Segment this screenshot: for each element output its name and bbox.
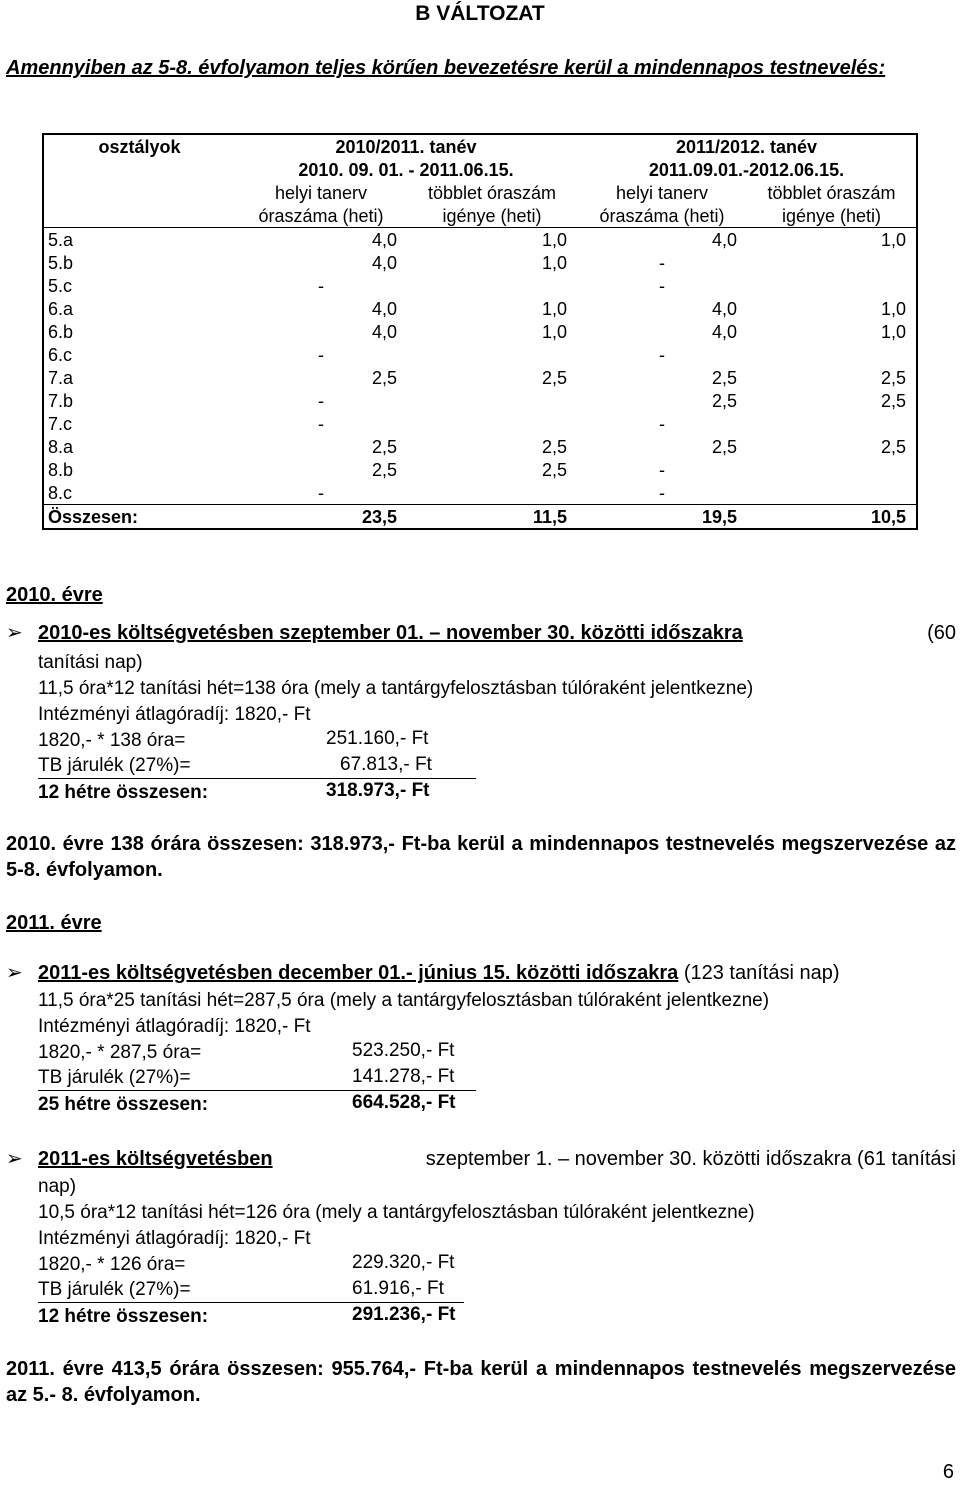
hours-cell: 2,5 — [747, 435, 917, 458]
bullet-2010-bold: 2010-es költségvetésben szeptember 01. – november 30. közötti időszakra — [38, 622, 743, 644]
hours-cell — [407, 343, 577, 366]
hours-cell: - — [659, 482, 665, 503]
bullet-2011a-rest: (123 tanítási nap) — [683, 962, 840, 984]
calc-2011b-value3: 291.236,- Ft — [352, 1304, 456, 1325]
header-classes: osztályok — [43, 134, 235, 158]
section-2010-bullet — [38, 622, 956, 645]
hours-table — [42, 133, 918, 530]
calc-2011b-label1: 1820,- * 126 óra= — [38, 1254, 186, 1275]
calc-2011a-label2: TB járulék (27%)= — [38, 1066, 476, 1091]
hours-cell: 1,0 — [541, 252, 567, 273]
header-col2b: igénye (heti) — [442, 205, 542, 226]
hours-cell: - — [318, 275, 324, 296]
line-2011a-rate: Intézményi átlagóradíj: 1820,- Ft — [38, 1016, 311, 1037]
table-row — [43, 228, 917, 252]
class-label: 7.b — [43, 389, 235, 412]
hours-cell: 1,0 — [407, 228, 577, 252]
hours-cell: - — [318, 390, 324, 411]
line-2011b-hours: 10,5 óra*12 tanítási hét=126 óra (mely a tantárgyfelosztásban túlóraként jelentkezne) — [38, 1202, 755, 1223]
total-c3: 19,5 — [577, 505, 747, 530]
bullet-2011b-rest: szeptember 1. – november 30. közötti időszakra (61 tanítási — [425, 1148, 956, 1170]
class-label: 6.a — [43, 297, 235, 320]
table-row — [43, 389, 917, 412]
line-2010-rate: Intézményi átlagóradíj: 1820,- Ft — [38, 704, 311, 725]
class-label: 8.b — [43, 458, 235, 481]
bullet-icon: ➢ — [6, 1148, 23, 1170]
class-label: 5.c — [43, 274, 235, 297]
calc-2010-label3: 12 hétre összesen: — [38, 782, 209, 803]
class-label: 7.c — [43, 412, 235, 435]
hours-cell: - — [659, 413, 665, 434]
hours-cell: - — [659, 252, 665, 273]
hours-cell: 2,5 — [371, 459, 397, 480]
hours-cell: 2,5 — [541, 367, 567, 388]
calc-2011b-value2: 61.916,- Ft — [352, 1278, 444, 1299]
hours-cell: 2,5 — [371, 367, 397, 388]
table-row — [43, 412, 917, 435]
hours-cell — [407, 389, 577, 412]
calc-2010-value1: 251.160,- Ft — [326, 728, 429, 749]
hours-cell: 4,0 — [235, 228, 407, 252]
hours-cell — [407, 412, 577, 435]
calc-2011b-label3: 12 hétre összesen: — [38, 1306, 209, 1327]
hours-cell: 1,0 — [747, 297, 917, 320]
hours-cell — [747, 458, 917, 481]
hours-cell: - — [318, 413, 324, 434]
header-col4a: többlet óraszám — [747, 181, 917, 204]
total-c1: 23,5 — [235, 505, 407, 530]
hours-cell: 1,0 — [541, 321, 567, 342]
table-row — [43, 274, 917, 297]
calc-2011a-value3: 664.528,- Ft — [352, 1092, 456, 1113]
calc-2010-value2: 67.813,- Ft — [340, 754, 432, 775]
header-col4b: igénye (heti) — [747, 204, 917, 228]
hours-cell — [747, 251, 917, 274]
intro-text: Amennyiben az 5-8. évfolyamon teljes körűen bevezetésre kerül a mindennapos testnevelés: — [6, 57, 886, 79]
hours-cell: 2,5 — [711, 367, 737, 388]
calc-2011a-value1: 523.250,- Ft — [352, 1040, 455, 1061]
header-col2a: többlet óraszám — [427, 182, 557, 203]
class-label: 6.b — [43, 320, 235, 343]
class-label: 6.c — [43, 343, 235, 366]
calc-2011a-value2: 141.278,- Ft — [352, 1066, 455, 1087]
summary-2011: 2011. évre 413,5 órára összesen: 955.764,- Ft-ba kerül a mindennapos testnevelés megszervezése az 5.- 8. évfolyamon. — [6, 1358, 956, 1406]
hours-cell — [747, 274, 917, 297]
table-row — [43, 320, 917, 343]
section-2010-heading: 2010. évre — [6, 584, 103, 606]
calc-2010-value3: 318.973,- Ft — [326, 780, 430, 801]
calc-2010-label2: TB járulék (27%)= — [38, 754, 476, 779]
hours-cell: 2,5 — [541, 459, 567, 480]
bullet-icon: ➢ — [6, 962, 23, 984]
hours-cell: - — [659, 344, 665, 365]
section-2011-bullet2 — [38, 1148, 956, 1171]
calc-2011a-label3: 25 hétre összesen: — [38, 1094, 209, 1115]
hours-cell: 1,0 — [541, 298, 567, 319]
line-2010-hours: 11,5 óra*12 tanítási hét=138 óra (mely a tantárgyfelosztásban túlóraként jelentkezne) — [38, 678, 754, 699]
hours-cell: - — [659, 275, 665, 296]
hours-cell: - — [318, 344, 324, 365]
class-label: 5.a — [43, 228, 235, 252]
table-row — [43, 366, 917, 389]
hours-cell: 2,5 — [747, 389, 917, 412]
bullet-2011b-line2: nap) — [38, 1176, 77, 1197]
table-row — [43, 297, 917, 320]
header-year-2010: 2010/2011. tanév — [235, 134, 577, 158]
section-2011-heading: 2011. évre — [6, 912, 102, 934]
table-row — [43, 343, 917, 366]
hours-cell: 2,5 — [541, 436, 567, 457]
hours-cell: 1,0 — [747, 320, 917, 343]
bullet-2011a-bold: 2011-es költségvetésben december 01.- június 15. közötti időszakra — [38, 962, 679, 984]
header-col3b: óraszáma (heti) — [599, 205, 725, 226]
bullet-icon: ➢ — [6, 622, 23, 644]
header-col3a: helyi tanerv — [615, 182, 709, 203]
class-label: 5.b — [43, 251, 235, 274]
hours-cell: - — [659, 459, 665, 480]
hours-cell: 1,0 — [747, 228, 917, 252]
hours-cell: 2,5 — [711, 390, 737, 411]
total-c2: 11,5 — [407, 505, 577, 530]
page-number: 6 — [942, 1461, 954, 1483]
header-period-2011: 2011.09.01.-2012.06.15. — [577, 158, 917, 181]
class-label: 8.a — [43, 435, 235, 458]
hours-cell — [407, 274, 577, 297]
header-period-2010: 2010. 09. 01. - 2011.06.15. — [298, 159, 514, 180]
table-row — [43, 458, 917, 481]
bullet-2010-rest: (60 — [927, 622, 956, 644]
hours-cell: 2,5 — [747, 366, 917, 389]
line-2011a-hours: 11,5 óra*25 tanítási hét=287,5 óra (mely a tantárgyfelosztásban túlóraként jelentkezne) — [38, 990, 770, 1011]
class-label: 8.c — [43, 481, 235, 505]
hours-cell: 4,0 — [371, 252, 397, 273]
hours-cell: 4,0 — [711, 321, 737, 342]
hours-cell: 2,5 — [711, 436, 737, 457]
section-2011-bullet1 — [38, 962, 839, 985]
hours-cell — [747, 343, 917, 366]
hours-cell — [747, 481, 917, 505]
calc-2011b-label2: TB járulék (27%)= — [38, 1278, 464, 1303]
page-title: B VÁLTOZAT — [415, 2, 545, 25]
bullet-2010-line2: tanítási nap) — [38, 652, 143, 673]
header-col1a: helyi tanerv — [274, 182, 368, 203]
hours-cell — [407, 481, 577, 505]
calc-2011a-label1: 1820,- * 287,5 óra= — [38, 1042, 202, 1063]
hours-cell: 4,0 — [711, 298, 737, 319]
summary-2010: 2010. évre 138 órára összesen: 318.973,- Ft-ba kerül a mindennapos testnevelés megszervezése az 5-8. évfolyamon. — [6, 833, 956, 881]
table-row — [43, 435, 917, 458]
header-col1b: óraszáma (heti) — [258, 205, 384, 226]
hours-cell: 4,0 — [371, 298, 397, 319]
header-year-2011: 2011/2012. tanév — [577, 134, 917, 158]
table-row — [43, 251, 917, 274]
line-2011b-rate: Intézményi átlagóradíj: 1820,- Ft — [38, 1228, 311, 1249]
hours-cell: 4,0 — [371, 321, 397, 342]
hours-cell — [747, 412, 917, 435]
hours-cell: - — [318, 482, 324, 503]
bullet-2011b-bold: 2011-es költségvetésben — [38, 1148, 273, 1170]
hours-cell: 2,5 — [371, 436, 397, 457]
total-c4: 10,5 — [747, 505, 917, 530]
calc-2011b-value1: 229.320,- Ft — [352, 1252, 455, 1273]
table-row — [43, 481, 917, 505]
class-label: 7.a — [43, 366, 235, 389]
calc-2010-label1: 1820,- * 138 óra= — [38, 730, 186, 751]
total-label: Összesen: — [43, 505, 235, 530]
hours-cell: 4,0 — [577, 228, 747, 252]
